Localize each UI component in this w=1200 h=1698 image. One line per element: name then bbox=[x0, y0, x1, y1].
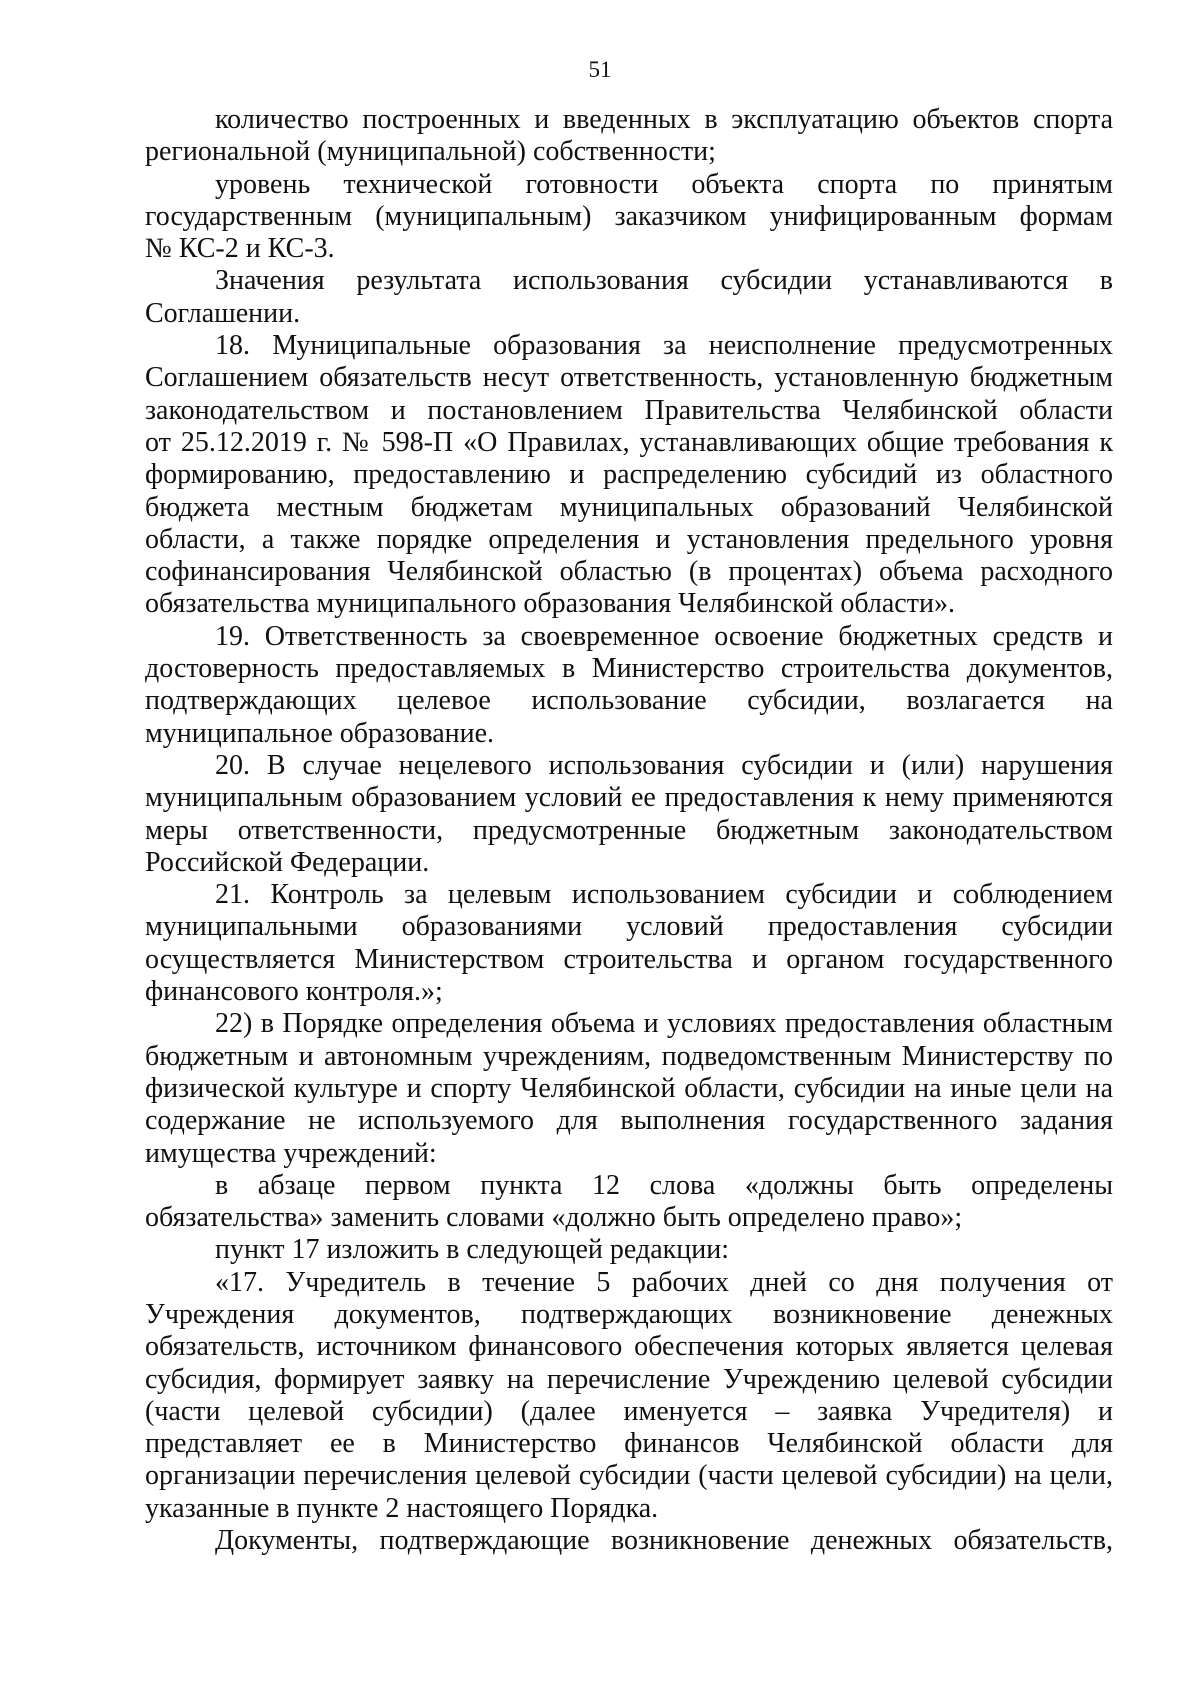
text-line: региональной (муниципальной) собственности; bbox=[145, 136, 716, 168]
paragraph bbox=[145, 1234, 1113, 1266]
paragraph bbox=[145, 1008, 1113, 1169]
text-line: уровень технической готовности объекта спорта по принятым bbox=[215, 168, 1113, 200]
text-line: финансового контроля.»; bbox=[145, 976, 443, 1008]
text-line: Соглашении. bbox=[145, 297, 301, 329]
paragraph bbox=[145, 169, 1113, 266]
text-line: обязательства муниципального образования Челябинской области». bbox=[145, 588, 955, 620]
text-line: от 25.12.2019 г. № 598-П «О Правилах, устанавливающих общие требования к bbox=[145, 426, 1113, 458]
text-line: обязательства» заменить словами «должно быть определено право»; bbox=[145, 1202, 963, 1234]
text-line: законодательством и постановлением Правительства Челябинской области bbox=[145, 394, 1113, 426]
text-line: обязательств, источником финансового обеспечения которых является целевая bbox=[145, 1331, 1113, 1363]
text-line: 18. Муниципальные образования за неисполнение предусмотренных bbox=[215, 330, 1113, 362]
document-body bbox=[145, 104, 1113, 1557]
text-line: 20. В случае нецелевого использования субсидии и (или) нарушения bbox=[215, 749, 1113, 781]
text-line: содержание не используемого для выполнения государственного задания bbox=[145, 1105, 1113, 1137]
text-line: подтверждающих целевое использование субсидии, возлагается на bbox=[145, 685, 1113, 717]
text-line: «17. Учредитель в течение 5 рабочих дней со дня получения от bbox=[215, 1266, 1113, 1298]
paragraph bbox=[145, 621, 1113, 750]
text-line: (части целевой субсидии) (далее именуется – заявка Учредителя) и bbox=[145, 1395, 1113, 1427]
text-line: Соглашением обязательств несут ответственность, установленную бюджетным bbox=[145, 362, 1113, 394]
text-line: 22) в Порядке определения объема и условиях предоставления областным bbox=[215, 1008, 1113, 1040]
text-line: Документы, подтверждающие возникновение денежных обязательств, bbox=[215, 1525, 1113, 1557]
text-line: бюджета местным бюджетам муниципальных образований Челябинской bbox=[145, 491, 1113, 523]
paragraph bbox=[145, 750, 1113, 879]
page-number: 51 bbox=[588, 57, 612, 82]
text-line: муниципальное образование. bbox=[145, 717, 495, 749]
paragraph bbox=[145, 879, 1113, 1008]
paragraph bbox=[145, 265, 1113, 330]
text-line: Значения результата использования субсидии устанавливаются в bbox=[215, 265, 1113, 297]
text-line: пункт 17 изложить в следующей редакции: bbox=[215, 1234, 729, 1266]
text-line: государственным (муниципальным) заказчиком унифицированным формам bbox=[145, 200, 1113, 232]
text-line: достоверность предоставляемых в Министерство строительства документов, bbox=[145, 653, 1113, 685]
text-line: имущества учреждений: bbox=[145, 1137, 437, 1169]
text-line: области, а также порядке определения и установления предельного уровня bbox=[145, 523, 1113, 555]
paragraph bbox=[145, 330, 1113, 621]
text-line: субсидия, формирует заявку на перечисление Учреждению целевой субсидии bbox=[145, 1363, 1113, 1395]
text-line: формированию, предоставлению и распределению субсидий из областного bbox=[145, 459, 1113, 491]
paragraph bbox=[145, 1170, 1113, 1235]
text-line: муниципальным образованием условий ее предоставления к нему применяются bbox=[145, 782, 1113, 814]
text-line: 21. Контроль за целевым использованием субсидии и соблюдением bbox=[215, 879, 1113, 911]
paragraph bbox=[145, 1267, 1113, 1525]
text-line: Учреждения документов, подтверждающих возникновение денежных bbox=[145, 1298, 1113, 1330]
text-line: организации перечисления целевой субсидии (части целевой субсидии) на цели, bbox=[145, 1460, 1113, 1492]
text-line: Российской Федерации. bbox=[145, 846, 430, 878]
paragraph bbox=[145, 104, 1113, 169]
text-line: меры ответственности, предусмотренные бюджетным законодательством bbox=[145, 814, 1113, 846]
text-line: указанные в пункте 2 настоящего Порядка. bbox=[145, 1492, 659, 1524]
text-line: 19. Ответственность за своевременное освоение бюджетных средств и bbox=[215, 620, 1113, 652]
text-line: № КС-2 и КС-3. bbox=[145, 233, 335, 265]
text-line: в абзаце первом пункта 12 слова «должны быть определены bbox=[215, 1169, 1113, 1201]
text-line: количество построенных и введенных в эксплуатацию объектов спорта bbox=[215, 104, 1113, 135]
paragraph bbox=[145, 1525, 1113, 1557]
text-line: осуществляется Министерством строительства и органом государственного bbox=[145, 943, 1113, 975]
text-line: физической культуре и спорту Челябинской области, субсидии на иные цели на bbox=[145, 1072, 1113, 1104]
text-line: представляет ее в Министерство финансов Челябинской области для bbox=[145, 1428, 1113, 1460]
text-line: софинансирования Челябинской областью (в процентах) объема расходного bbox=[145, 556, 1113, 588]
text-line: бюджетным и автономным учреждениям, подведомственным Министерству по bbox=[145, 1040, 1113, 1072]
text-line: муниципальными образованиями условий предоставления субсидии bbox=[145, 911, 1113, 943]
